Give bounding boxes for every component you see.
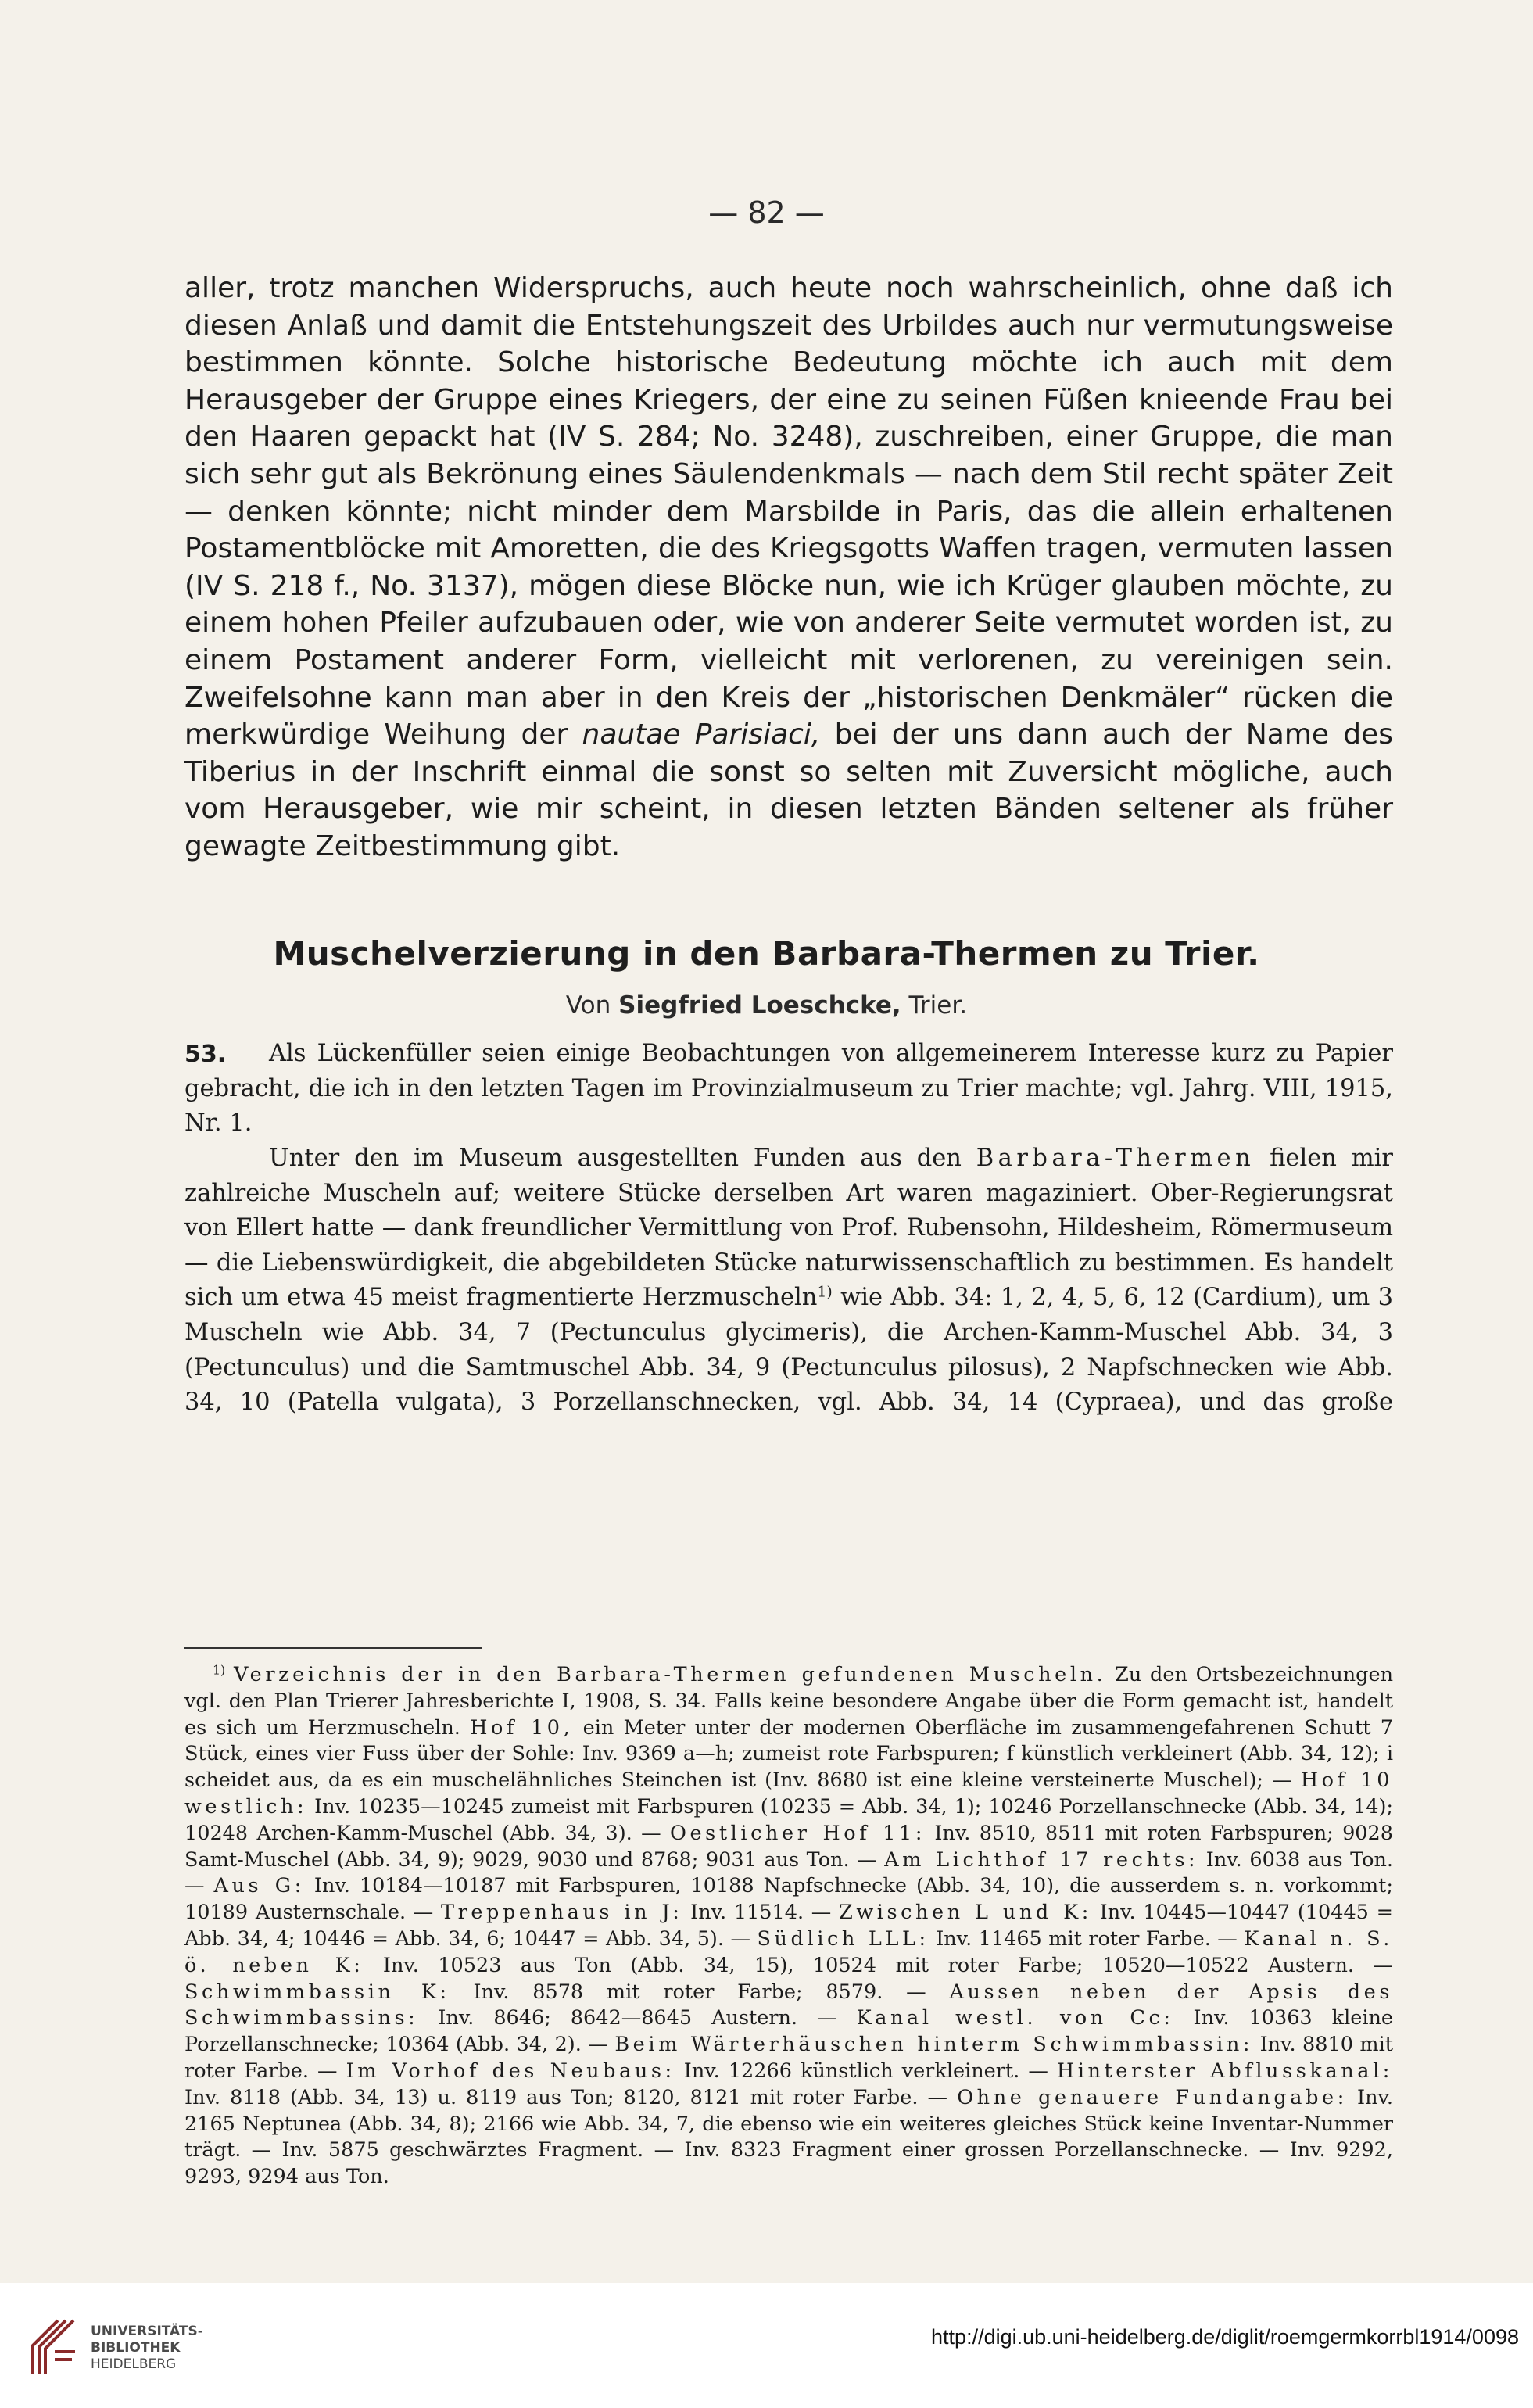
footnote-spaced: Ohne genauere Fundangabe: xyxy=(957,2085,1348,2109)
footnote-text: Inv. 6038 aus Ton. — xyxy=(184,1847,1394,1898)
footnote xyxy=(184,1662,1393,2191)
author-name: Siegfried Loeschcke, xyxy=(618,991,901,1019)
library-name-line: BIBLIOTHEK xyxy=(91,2340,181,2356)
footnote-spaced: Beim Wärterhäuschen hinterm Schwimmbassin: xyxy=(614,2033,1254,2057)
library-logo-icon xyxy=(28,2317,84,2377)
intro-italic-term: nautae Parisiaci, xyxy=(582,718,821,751)
byline-place: Trier. xyxy=(908,991,968,1019)
footnote-spaced: Aus G: xyxy=(213,1874,305,1898)
footnote-text: Inv. 8578 mit roter Farbe; 8579. — xyxy=(473,1980,926,2004)
para2-text-c: wie Abb. 34: 1, 2, 4, 5, 6, 12 (Cardium), um 3 Muscheln wie Abb. 34, 7 (Pectunculus glycimeris), die Archen-Kamm-Muschel Abb. 34, 3 (Pectunculus) und die Samtmuschel Abb. 34, 9 (Pectunculus pilosus), 2 Napfschnecken wie Abb. 34, 10 (Patella vulgata), 3 Porzellanschnecken, vgl. Abb. 34, 14 (Cypraea), und das große xyxy=(184,1284,1393,1417)
para2-text-b: fielen mir zahlreiche Muscheln auf; weitere Stücke derselben Art waren magaziniert. Ober-Regierungsrat von Ellert hatte — dank freundlicher Vermittlung von Prof. Rubensohn, Hildesheim, Römermuseum — die Liebenswürdigkeit, die abgebildeten Stücke naturwissenschaftlich zu bestimmen. Es handelt sich um etwa 45 meist fragmentierte Herzmuscheln xyxy=(184,1145,1394,1312)
footnote-spaced: Oestlicher Hof 11: xyxy=(669,1821,926,1845)
intro-paragraph xyxy=(184,270,1393,865)
footnote-text: Inv. 12266 künstlich verkleinert. — xyxy=(683,2059,1048,2083)
para2-spaced-term: Barbara-Thermen xyxy=(976,1145,1255,1172)
footnote-text: Inv. 2165 Neptunea (Abb. 34, 8); 2166 wie Abb. 34, 7, die ebenso wie ein weiteres gleiches Stück keine Inventar-Nummer trägt. — Inv. 5875 geschwärztes Fragment. — Inv. 8323 Fragment einer grossen Porzellanschnecke. — Inv. 9292, 9293, 9294 aus Ton. xyxy=(184,2085,1393,2189)
footnote-text: ein Meter unter der modernen Oberfläche im zusammengefahrenen Schutt 7 Stück, eines vier Fuss über der Sohle: Inv. 9369 a—h; zumeist rote Farbspuren; f künstlich verkleinert (Abb. 34, 12); i scheidet aus, da es ein muschelähnliches Steinchen ist (Inv. 8680 ist eine kleine versteinerte Muschel); — xyxy=(184,1715,1394,1793)
footnote-spaced: Kanal n. S. ö. neben K: xyxy=(184,1926,1394,1977)
footnote-text: Inv. 8810 mit roter Farbe. — xyxy=(184,2033,1393,2083)
footnote-spaced: Aussen neben der Apsis des Schwimmbassins: xyxy=(184,1980,1394,2030)
footnote-spaced: Hof 10 westlich: xyxy=(184,1768,1394,1819)
footnote-spaced: Im Vorhof des Neubaus: xyxy=(346,2059,675,2083)
article-paragraph-1: Als Lückenfüller seien einige Beobachtungen von allgemeinerem Interesse kurz zu Papier gebracht, die ich in den letzten Tagen im Provinzialmuseum zu Trier machte; vgl. Jahrg. VIII, 1915, Nr. 1. xyxy=(184,1040,1393,1138)
footnote-spaced: Schwimmbassin K: xyxy=(184,1980,450,2004)
library-name-line: UNIVERSITÄTS- xyxy=(91,2324,203,2339)
footnote-text: Inv. 8510, 8511 mit roten Farbspuren; 9028 Samt-Muschel (Abb. 34, 9); 9029, 9030 und 8768; 9031 aus Ton. — xyxy=(184,1821,1393,1872)
article-title: Muschelverzierung in den Barbara-Thermen zu Trier. xyxy=(273,934,1260,973)
footnote-spaced: Am Lichthof 17 rechts: xyxy=(884,1847,1199,1872)
library-name-line: HEIDELBERG xyxy=(91,2356,177,2372)
intro-text: aller, trotz manchen Widerspruchs, auch heute noch wahrscheinlich, ohne daß ich diesen Anlaß und damit die Entstehungszeit des Urbildes auch nur vermutungsweise bestimmen könnte. Solche historische Bedeutung möchte ich auch mit dem Herausgeber der Gruppe eines Kriegers, der eine zu seinen Füßen knieende Frau bei den Haaren gepackt hat (IV S. 284; No. 3248), zuschreiben, einer Gruppe, die man sich sehr gut als Bekrönung eines Säulendenkmals — nach dem Stil recht später Zeit — denken könnte; nicht minder dem Marsbilde in Paris, das die allein erhaltenen Postamentblöcke mit Amoretten, die des Kriegsgotts Waffen tragen, vermuten lassen (IV S. 218 f., No. 3137), mögen diese Blöcke nun, wie ich Krüger glauben möchte, zu einem hohen Pfeiler aufzubauen oder, wie von anderer Seite vermutet worden ist, zu einem Postament anderer Form, vielleicht mit verlorenen, zu vereinigen sein. Zweifelsohne kann man aber in den Kreis der „historischen Denkmäler“ rücken die merkwürdige Weihung der xyxy=(184,272,1393,751)
footnote-spaced: Hinterster Abflusskanal: xyxy=(1056,2059,1393,2083)
footnote-spaced: Südlich LLL: xyxy=(757,1926,929,1951)
footnote-spaced: Verzeichnis der in den Barbara-Thermen gefundenen Muscheln. xyxy=(234,1663,1107,1686)
footnote-spaced: Kanal westl. von Cc: xyxy=(856,2006,1174,2030)
footnote-rule xyxy=(184,1647,482,1649)
intro-text-end: bei der uns dann auch der Name des Tiberius in der Inschrift einmal die sonst so selten mit Zuversicht mögliche, auch vom Herausgeber, wie mir scheint, in diesen letzten Bänden seltener als früher gewagte Zeitbestimmung gibt. xyxy=(184,718,1394,862)
footnote-text: Inv. 11514. — xyxy=(690,1901,832,1925)
footnote-spaced: Treppenhaus in J: xyxy=(441,1901,683,1925)
footnote-spaced: Hof 10, xyxy=(470,1715,574,1740)
article-byline xyxy=(0,991,1533,1019)
footnote-text: Inv. 10363 kleine Porzellanschnecke; 10364 (Abb. 34, 2). — xyxy=(184,2006,1394,2057)
source-url-link[interactable]: http://digi.ub.uni-heidelberg.de/diglit/roemgermkorrbl1914/0098 xyxy=(931,2325,1519,2349)
page-number: — 82 — xyxy=(708,195,825,230)
article-number: 53. xyxy=(184,1041,227,1068)
footnote-reference: 1) xyxy=(817,1283,833,1301)
footnote-text: Inv. 11465 mit roter Farbe. — xyxy=(936,1926,1238,1951)
footnote-text: Inv. 10235—10245 zumeist mit Farbspuren (10235 = Abb. 34, 1); 10246 Porzellanschnecke (Abb. 34, 14); 10248 Archen-Kamm-Muschel (Abb. 34, 3). — xyxy=(184,1794,1393,1845)
footnote-text: Inv. 10523 aus Ton (Abb. 34, 15), 10524 mit roter Farbe; 10520—10522 Austern. — xyxy=(382,1953,1393,1977)
footnote-mark: 1) xyxy=(213,1662,226,1678)
byline-prefix: Von xyxy=(565,991,611,1019)
footnote-text: Inv. 8118 (Abb. 34, 13) u. 8119 aus Ton; 8120, 8121 mit roter Farbe. — xyxy=(184,2085,948,2109)
footnote-text: Inv. 8646; 8642—8645 Austern. — xyxy=(438,2006,837,2030)
footnote-spaced: Zwischen L und K: xyxy=(839,1901,1092,1925)
footnote-text: Inv. 10184—10187 mit Farbspuren, 10188 Napfschnecke (Abb. 34, 10), die ausserdem s. n. vorkommt; 10189 Austernschale. — xyxy=(184,1874,1393,1925)
article-paragraph-2 xyxy=(184,1141,1393,1421)
library-name xyxy=(91,2324,203,2373)
footnote-text: Inv. 10445—10447 (10445 = Abb. 34, 4; 10446 = Abb. 34, 6; 10447 = Abb. 34, 5). — xyxy=(184,1901,1393,1951)
footnote-text: Zu den Ortsbezeichnungen vgl. den Plan Trierer Jahresberichte I, 1908, S. 34. Falls keine besondere Angabe über die Form gemacht ist, handelt es sich um Herzmuscheln. xyxy=(184,1663,1394,1740)
para2-text-a: Unter den im Museum ausgestellten Funden aus den xyxy=(269,1145,962,1172)
